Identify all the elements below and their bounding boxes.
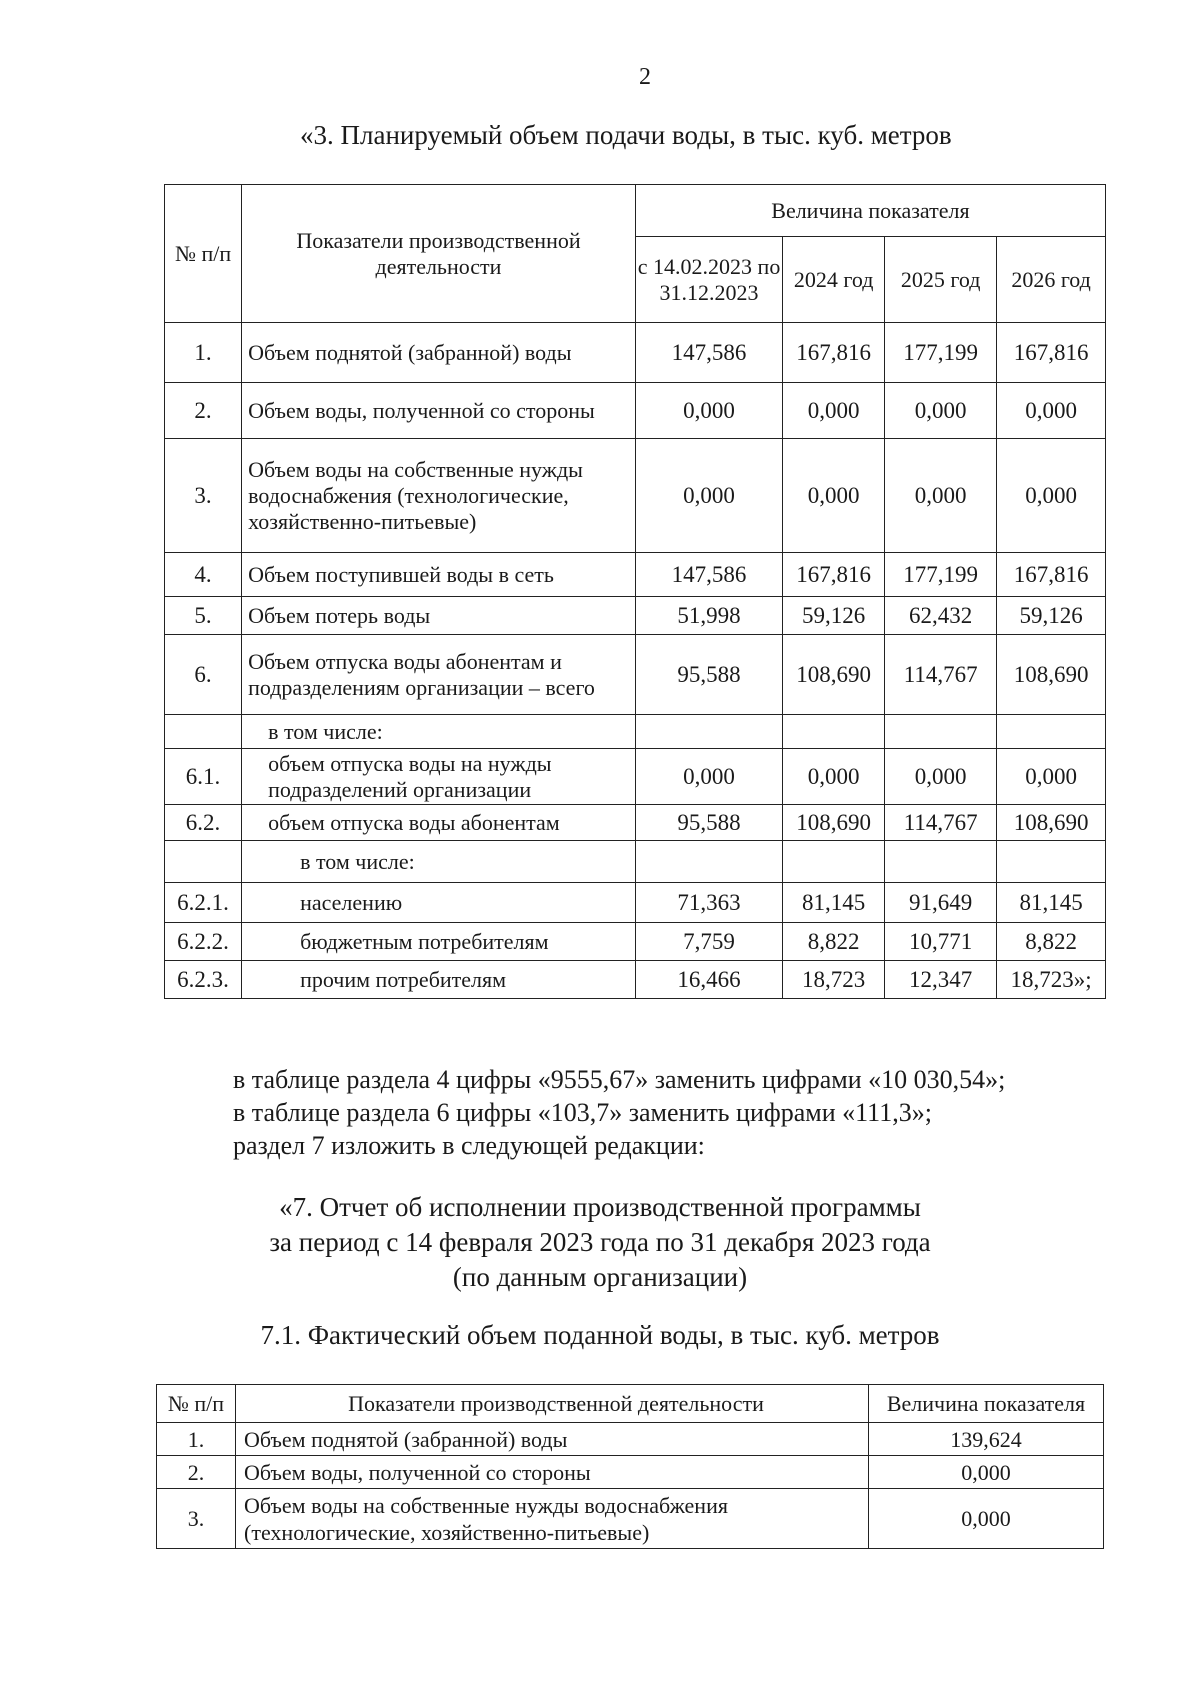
planned-water-supply-table — [164, 184, 1106, 999]
table-row — [165, 749, 1106, 805]
row-value: 0,000 — [869, 1456, 1104, 1489]
table-row — [165, 635, 1106, 715]
value-2026: 8,822 — [997, 923, 1106, 961]
header-indicators: Показатели производственной деятельности — [236, 1385, 869, 1423]
table-row — [165, 383, 1106, 439]
header-2025: 2025 год — [885, 237, 997, 323]
row-number: 2. — [165, 383, 242, 439]
row-value: 0,000 — [869, 1489, 1104, 1549]
value-2023 — [635, 715, 782, 749]
value-2026 — [997, 715, 1106, 749]
value-2026: 167,816 — [997, 553, 1106, 597]
header-value-group: Величина показателя — [635, 185, 1105, 237]
value-2025: 114,767 — [885, 805, 997, 841]
table-row — [165, 883, 1106, 923]
actual-water-supply-table — [156, 1384, 1104, 1549]
value-2023: 0,000 — [635, 439, 782, 553]
value-2024: 0,000 — [783, 383, 885, 439]
table-row — [165, 923, 1106, 961]
row-indicator: объем отпуска воды на нужды подразделений организации — [242, 749, 636, 805]
value-2026: 0,000 — [997, 749, 1106, 805]
table-row — [165, 841, 1106, 883]
value-2025: 12,347 — [885, 961, 997, 999]
header-value: Величина показателя — [869, 1385, 1104, 1423]
value-2025: 114,767 — [885, 635, 997, 715]
value-2026: 0,000 — [997, 439, 1106, 553]
row-number: 1. — [165, 323, 242, 383]
value-2026: 18,723»; — [997, 961, 1106, 999]
row-indicator: в том числе: — [242, 715, 636, 749]
table-row — [165, 439, 1106, 553]
row-indicator: Объем потерь воды — [242, 597, 636, 635]
value-2023: 147,586 — [635, 553, 782, 597]
value-2024: 0,000 — [783, 749, 885, 805]
value-2023: 7,759 — [635, 923, 782, 961]
table-row — [165, 323, 1106, 383]
amendment-paragraph-1: в таблице раздела 4 цифры «9555,67» заменить цифрами «10 030,54»; — [233, 1065, 1006, 1094]
value-2024: 59,126 — [783, 597, 885, 635]
amendment-paragraph-2: в таблице раздела 6 цифры «103,7» заменить цифрами «111,3»; — [233, 1098, 932, 1127]
value-2025: 91,649 — [885, 883, 997, 923]
header-2024: 2024 год — [783, 237, 885, 323]
table-row — [165, 715, 1106, 749]
row-indicator: в том числе: — [242, 841, 636, 883]
value-2026: 108,690 — [997, 635, 1106, 715]
value-2024: 8,822 — [783, 923, 885, 961]
value-2023: 0,000 — [635, 383, 782, 439]
row-indicator: Объем воды на собственные нужды водоснабжения (технологические, хозяйственно-питьевые) — [236, 1489, 869, 1549]
row-number: 6.2. — [165, 805, 242, 841]
value-2026: 81,145 — [997, 883, 1106, 923]
table-row — [165, 553, 1106, 597]
table-row — [157, 1423, 1104, 1456]
value-2025: 0,000 — [885, 749, 997, 805]
value-2025: 177,199 — [885, 553, 997, 597]
row-indicator: бюджетным потребителям — [242, 923, 636, 961]
value-2023: 16,466 — [635, 961, 782, 999]
table-row — [165, 597, 1106, 635]
value-2023: 95,588 — [635, 635, 782, 715]
row-number: 5. — [165, 597, 242, 635]
value-2026: 59,126 — [997, 597, 1106, 635]
row-number: 2. — [157, 1456, 236, 1489]
value-2025: 62,432 — [885, 597, 997, 635]
value-2023: 95,588 — [635, 805, 782, 841]
value-2025: 177,199 — [885, 323, 997, 383]
row-indicator: Объем воды, полученной со стороны — [242, 383, 636, 439]
table-row — [157, 1456, 1104, 1489]
value-2024 — [783, 841, 885, 883]
value-2024: 108,690 — [783, 635, 885, 715]
row-indicator: Объем воды на собственные нужды водоснабжения (технологические, хозяйственно-питьевые) — [242, 439, 636, 553]
row-indicator: Объем воды, полученной со стороны — [236, 1456, 869, 1489]
value-2023: 51,998 — [635, 597, 782, 635]
row-number: 6.2.1. — [165, 883, 242, 923]
header-2026: 2026 год — [997, 237, 1106, 323]
value-2024: 81,145 — [783, 883, 885, 923]
row-indicator: Объем отпуска воды абонентам и подразделениям организации – всего — [242, 635, 636, 715]
table-row — [165, 961, 1106, 999]
value-2023: 147,586 — [635, 323, 782, 383]
header-indicators: Показатели производственной деятельности — [242, 185, 636, 323]
row-number — [165, 715, 242, 749]
row-indicator: объем отпуска воды абонентам — [242, 805, 636, 841]
row-value: 139,624 — [869, 1423, 1104, 1456]
section-3-title: «3. Планируемый объем подачи воды, в тыс. куб. метров — [300, 120, 952, 150]
section-7-title-line-3: (по данным организации) — [452, 1262, 748, 1292]
value-2025: 0,000 — [885, 383, 997, 439]
amendment-paragraph-3: раздел 7 изложить в следующей редакции: — [233, 1131, 705, 1160]
row-number: 3. — [165, 439, 242, 553]
value-2024 — [783, 715, 885, 749]
section-7-title-line-1: «7. Отчет об исполнении производственной программы — [279, 1192, 921, 1222]
value-2025: 10,771 — [885, 923, 997, 961]
row-indicator: Объем поднятой (забранной) воды — [242, 323, 636, 383]
row-indicator: Объем поступившей воды в сеть — [242, 553, 636, 597]
value-2024: 18,723 — [783, 961, 885, 999]
row-indicator: Объем поднятой (забранной) воды — [236, 1423, 869, 1456]
value-2023 — [635, 841, 782, 883]
row-number: 6.2.3. — [165, 961, 242, 999]
section-7-1-subtitle: 7.1. Фактический объем поданной воды, в тыс. куб. метров — [260, 1320, 940, 1350]
row-number: 3. — [157, 1489, 236, 1549]
value-2024: 167,816 — [783, 553, 885, 597]
value-2026: 167,816 — [997, 323, 1106, 383]
header-period-2023: с 14.02.2023 по 31.12.2023 — [635, 237, 782, 323]
section-7-title-line-2: за период с 14 февраля 2023 года по 31 декабря 2023 года — [269, 1227, 931, 1257]
value-2024: 108,690 — [783, 805, 885, 841]
value-2024: 0,000 — [783, 439, 885, 553]
row-number: 6.2.2. — [165, 923, 242, 961]
header-num: № п/п — [165, 185, 242, 323]
row-number: 4. — [165, 553, 242, 597]
table-row — [165, 805, 1106, 841]
value-2025 — [885, 715, 997, 749]
row-number — [165, 841, 242, 883]
value-2025 — [885, 841, 997, 883]
row-number: 6. — [165, 635, 242, 715]
value-2025: 0,000 — [885, 439, 997, 553]
value-2024: 167,816 — [783, 323, 885, 383]
row-number: 1. — [157, 1423, 236, 1456]
page-number: 2 — [639, 64, 651, 90]
value-2026: 0,000 — [997, 383, 1106, 439]
row-indicator: населению — [242, 883, 636, 923]
value-2023: 71,363 — [635, 883, 782, 923]
row-number: 6.1. — [165, 749, 242, 805]
value-2026: 108,690 — [997, 805, 1106, 841]
table-row — [157, 1489, 1104, 1549]
value-2026 — [997, 841, 1106, 883]
value-2023: 0,000 — [635, 749, 782, 805]
row-indicator: прочим потребителям — [242, 961, 636, 999]
header-num: № п/п — [157, 1385, 236, 1423]
